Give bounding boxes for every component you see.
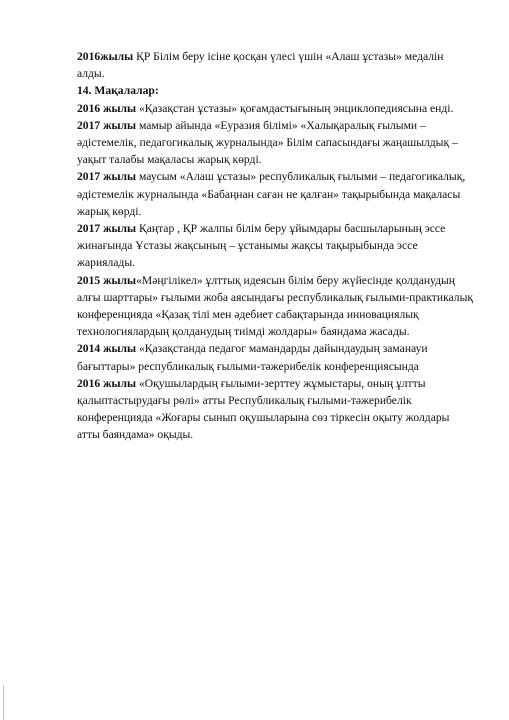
article-paragraph (77, 117, 473, 169)
article-paragraph (77, 100, 473, 117)
paragraph-text: Қаңтар , ҚР жалпы білім беру ұйымдары басшыларының эссе жинағында Ұстазы жақсының – ұстанымы жақсы тақырыбында эссе жариялады. (77, 222, 446, 270)
paragraph-text: «Қазақстанда педагог мамандарды дайындаудың заманауи бағыттары» республикалық ғылыми-тәжерибелік конференциясында (77, 342, 428, 373)
year-label: 2017 жылы (77, 118, 137, 132)
award-paragraph (77, 48, 473, 82)
year-label: 2015 жылы (77, 273, 137, 287)
paragraph-text: «Мәңгілікел» ұлттық идеясын білім беру жүйесінде қолданудың алғы шарттары» ғылыми жоба аясындағы республикалық ғылыми-практикалық конференцияда «Қазақ тілі мен әдебиет сабақтарында инновациялық технологиялардың қолданудың тиімді жолдары» баяндама жасады. (77, 273, 473, 339)
paragraph-text: ҚР Білім беру ісіне қосқан үлесі үшін «Алаш ұстазы» медалін алды. (77, 50, 444, 81)
year-label: 2014 жылы (77, 342, 137, 356)
article-paragraph (77, 375, 473, 444)
year-label: 2016 жылы (77, 376, 137, 390)
document-body (77, 48, 473, 444)
year-label: 2017 жылы (77, 170, 137, 184)
scan-edge-line (3, 685, 4, 720)
year-label: 2016 жылы (77, 101, 137, 115)
article-paragraph (77, 340, 473, 374)
section-heading: 14. Мақалалар: (77, 84, 159, 98)
year-label: 2016жылы (77, 50, 134, 63)
article-paragraph (77, 220, 473, 272)
paragraph-text: маусым «Алаш ұстазы» республикалық ғылыми – педагогикалық, әдістемелік журналында «Бабаңнан саған не қалған» тақырыбында мақаласы жарық көрді. (77, 170, 466, 218)
article-paragraph (77, 168, 473, 220)
article-paragraph (77, 272, 473, 341)
paragraph-text: «Қазақстан ұстазы» қоғамдастығының энциклопедиясына енді. (136, 101, 454, 115)
paragraph-text: мамыр айында «Еуразия білімі» «Халықаралық ғылыми – әдістемелік, педагогикалық журналында» Білім сапасындағы жаңашылдық –уақыт талабы мақаласы жарық көрді. (77, 118, 458, 167)
year-label: 2017 жылы (77, 222, 137, 236)
paragraph-text: «Оқушылардың ғылыми-зерттеу жұмыстары, оның ұлтты қалыптастырудағы рөлі» атты Республикалық ғылыми-тәжерибелік конференцияда «Жоғары сынып оқушыларына сөз тіркесін оқыту жолдары атты баяндама» оқыды. (77, 376, 450, 442)
